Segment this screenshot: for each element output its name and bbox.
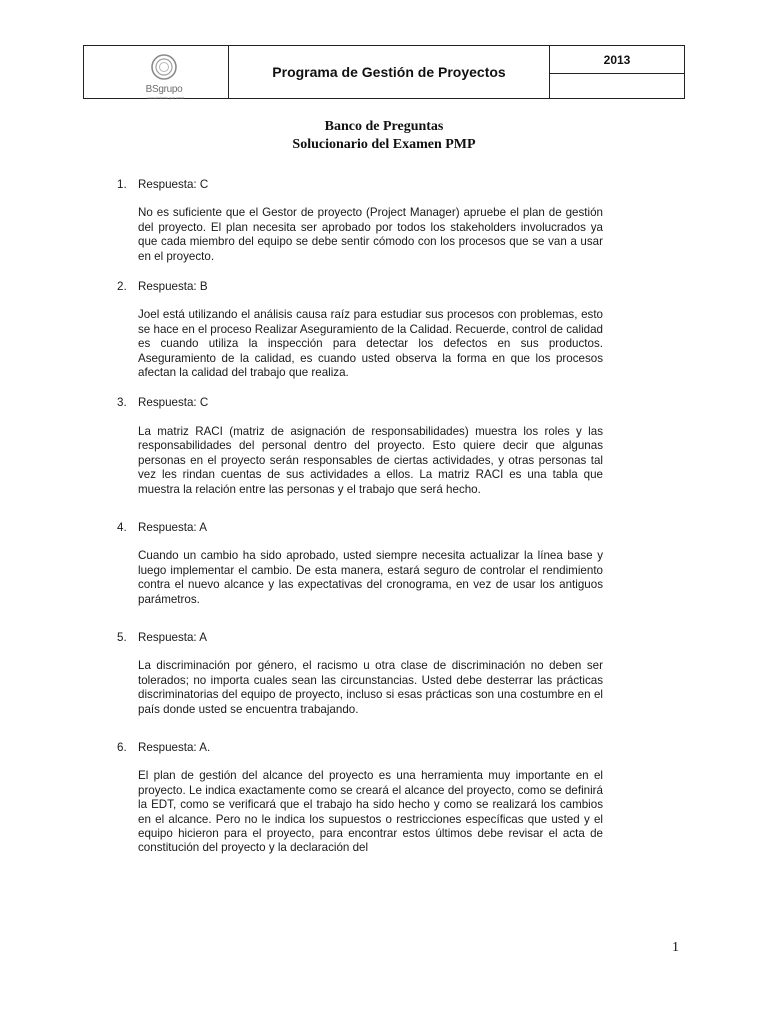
answer-heading xyxy=(117,396,603,410)
answer-heading xyxy=(117,631,603,645)
bsgrupo-logo xyxy=(134,52,194,100)
answer-item xyxy=(117,741,603,856)
page-number: 1 xyxy=(672,940,679,955)
title-line-2: Solucionario del Examen PMP xyxy=(292,137,476,152)
answer-number: 6. xyxy=(117,740,127,754)
answer-heading xyxy=(117,280,603,294)
answer-text: No es suficiente que el Gestor de proyecto (Project Manager) apruebe el plan de gestión del proyecto. El plan necesita ser aprobado por todos los stakeholders involucrados ya que cada miembro del equipo se debe sentir cómodo con los procesos que se van a usar en el proyecto. xyxy=(138,206,603,263)
answer-label: Respuesta: A xyxy=(138,520,207,534)
answer-label: Respuesta: C xyxy=(138,178,209,191)
answer-number: 1. xyxy=(117,178,127,191)
answer-heading xyxy=(117,521,603,535)
answers-list xyxy=(117,178,603,872)
answer-number: 3. xyxy=(117,396,127,410)
logo-cell xyxy=(84,46,229,98)
answer-item xyxy=(117,178,603,264)
answer-label: Respuesta: A xyxy=(138,630,207,644)
logo-subtext: conocimiento que crece xyxy=(147,96,185,100)
answer-number: 5. xyxy=(117,630,127,644)
answer-label: Respuesta: C xyxy=(138,396,209,410)
answer-label: Respuesta: B xyxy=(138,280,208,294)
answer-text: El plan de gestión del alcance del proyecto es una herramienta muy importante en el proyecto. Le indica exactamente como se creará el alcance del proyecto, como se definirá la EDT, como se verificará que el trabajo ha sido hecho y como se realizará los cambios en el alcance. Pero no le indica los supuestos o restricciones específicas que usted y el equipo hicieron para el proyecto, para encontrar estos últimos debe revisar el acta de constitución del proyecto y la declaración del xyxy=(138,769,603,855)
logo-text: BSgrupo xyxy=(145,84,183,95)
answer-item xyxy=(117,280,603,380)
answer-label: Respuesta: A. xyxy=(138,740,211,754)
answer-number: 2. xyxy=(117,280,127,294)
answer-heading xyxy=(117,178,603,192)
answer-text: Cuando un cambio ha sido aprobado, usted siempre necesita actualizar la línea base y luego implementar el cambio. De esta manera, estará seguro de controlar el rendimiento contra el nuevo alcance y las expectativas del cronograma, en vez de usar los antiguos parámetros. xyxy=(138,549,603,606)
document-header xyxy=(83,45,685,99)
answer-item xyxy=(117,396,603,496)
answer-text: La matriz RACI (matriz de asignación de responsabilidades) muestra los roles y las responsabilidades del personal dentro del proyecto. Esto quiere decir que algunas personas en el proyecto serán responsables de ciertas actividades, y otras personas tal vez les rindan cuentas de sus actividades a ellos. La matriz RACI es una tabla que muestra la relación entre las personas y el trabajo que será hecho. xyxy=(138,424,603,496)
answer-heading xyxy=(117,741,603,755)
title-line-1: Banco de Preguntas xyxy=(324,119,444,134)
answer-item xyxy=(117,521,603,607)
answer-text: La discriminación por género, el racismo u otra clase de discriminación no deben ser tolerados; no importa cuales sean las circunstancias. Usted debe desterrar las prácticas discriminatorias del equipo de proyecto, incluso si esas prácticas son una costumbre en el país donde usted se encuentra trabajando. xyxy=(138,659,603,716)
answer-text: Joel está utilizando el análisis causa raíz para estudiar sus procesos con problemas, esto se hace en el proceso Realizar Aseguramiento de la Calidad. Recuerde, control de calidad es cuando utiliza la inspección para detectar los defectos en sus productos. Aseguramiento de la calidad, es cuando usted observa la forma en que los procesos afectan la calidad del trabajo que realiza. xyxy=(138,308,603,380)
document-title xyxy=(0,118,768,154)
year-label: 2013 xyxy=(550,46,684,74)
answer-item xyxy=(117,631,603,717)
logo-rings-icon xyxy=(134,52,194,86)
year-empty-cell xyxy=(550,74,684,98)
year-cell xyxy=(550,46,684,98)
program-title: Programa de Gestión de Proyectos xyxy=(229,46,550,98)
answer-number: 4. xyxy=(117,520,127,534)
